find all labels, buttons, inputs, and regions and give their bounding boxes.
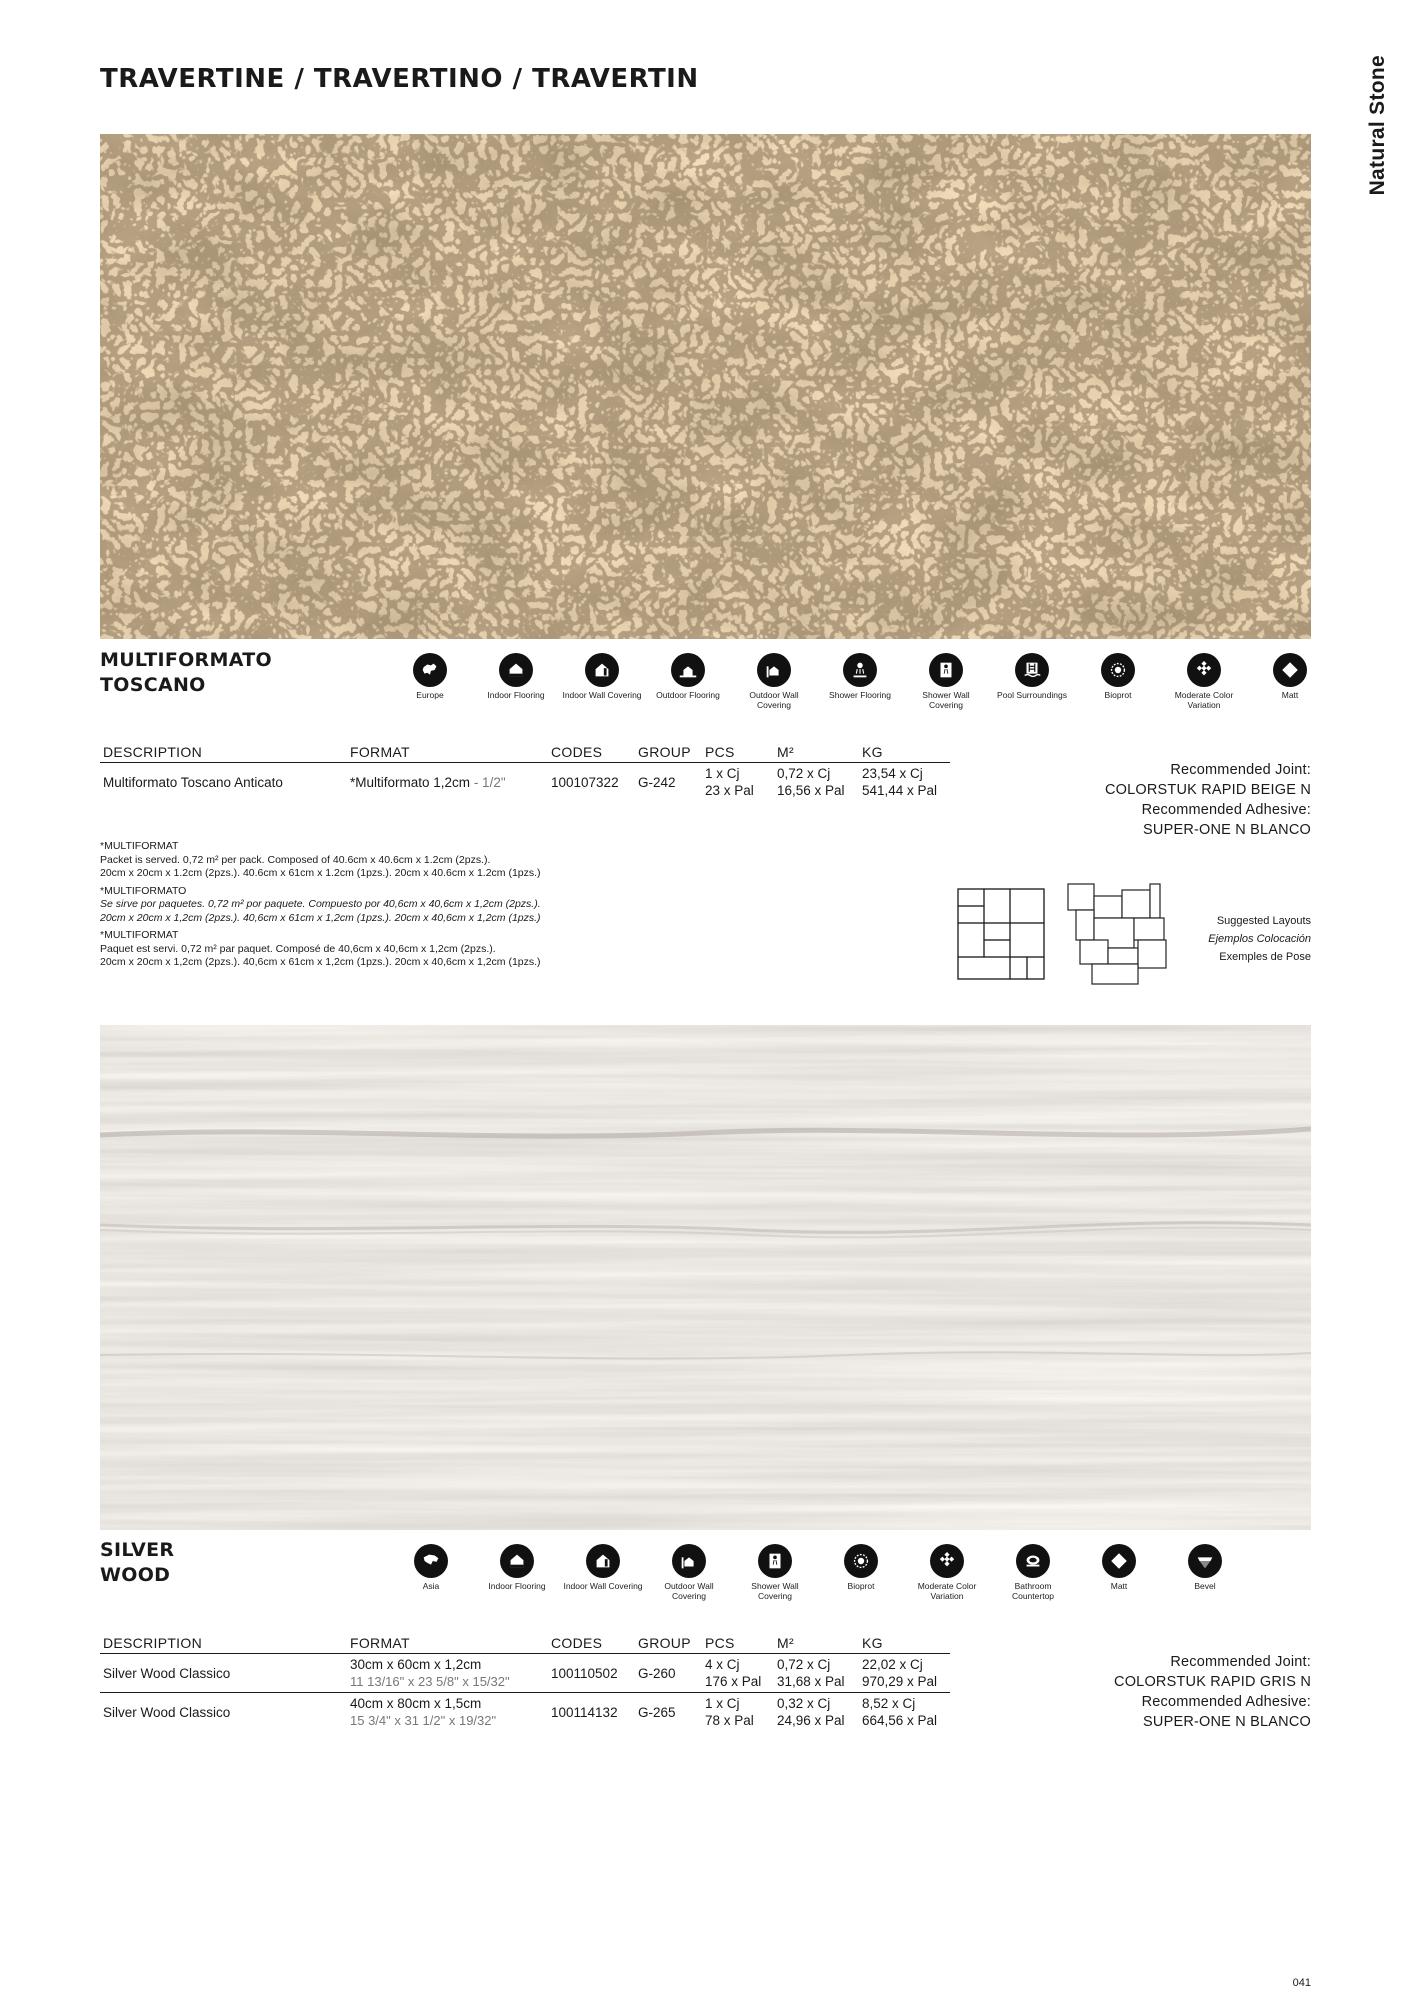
feature-shower-wall-covering (732, 1544, 818, 1601)
feature-bevel (1162, 1544, 1248, 1601)
feature-outdoor-wall-covering (731, 653, 817, 710)
feature-outdoor-flooring (645, 653, 731, 710)
feature-label: Europe (416, 690, 444, 700)
feature-label: Outdoor Wall Covering (664, 1581, 714, 1601)
multiformat-notes: *MULTIFORMAT Packet is served. 0,72 m² per pack. Composed of 40.6cm x 40.6cm x 1.2cm (2pzs.). 20cm x 20cm x 1.2cm (2pzs.). 40.6cm x 61cm x 1.2cm (1pzs.). 20cm x 40.6cm x 1.2cm (1pzs.) *MULTIFORMATO Se sirve por paquetes. 0,72 m² por paquete. Compuesto por 40,6cm x 40,6cm x 1,2cm (2pzs.). 20cm x 20cm x 1,2cm (2pzs.). 40,6cm x 61cm x 1,2cm (1pzs.). 20cm x 40,6cm x 1,2cm (1pzs.) *MULTIFORMAT Paquet est servi. 0,72 m² par paquet. Composé de 40,6cm x 40,6cm x 1,2cm (2pzs.). 20cm x 20cm x 1,2cm (2pzs.). 40,6cm x 61cm x 1,2cm (1pzs.). 20cm x 40,6cm x 1,2cm (1pzs.) (100, 840, 541, 968)
travertine-toscano-image (100, 134, 1311, 639)
feature-label: Pool Surroundings (997, 690, 1067, 700)
feature-label: Bioprot (847, 1581, 875, 1591)
feature-matt (1247, 653, 1333, 710)
feature-shower-wall-covering (903, 653, 989, 710)
feature-pool-surroundings (989, 653, 1075, 710)
shower-wall-covering-icon (758, 1544, 792, 1578)
feature-label: Matt (1110, 1581, 1128, 1591)
asia-icon (414, 1544, 448, 1578)
feature-matt (1076, 1544, 1162, 1601)
feature-indoor-flooring (474, 1544, 560, 1601)
feature-shower-flooring (817, 653, 903, 710)
feature-label: Indoor Wall Covering (563, 1581, 643, 1591)
feature-label: Indoor Flooring (487, 690, 545, 700)
feature-label: Moderate Color Variation (917, 1581, 977, 1601)
feature-label: Shower Wall Covering (751, 1581, 799, 1601)
indoor-wall-covering-icon (586, 1544, 620, 1578)
europe-icon (413, 653, 447, 687)
product-name-silver-wood: SILVER WOOD (100, 1539, 175, 1586)
feature-label: Moderate Color Variation (1174, 690, 1234, 710)
feature-bioprot (818, 1544, 904, 1601)
matt-icon (1102, 1544, 1136, 1578)
suggested-layouts-label: Suggested Layouts Ejemplos Colocación Exemples de Pose (1208, 915, 1311, 963)
bioprot-icon (1101, 653, 1135, 687)
side-category-label: Natural Stone (1366, 55, 1389, 196)
table-row: Silver Wood Classico 30cm x 60cm x 1,2cm 11 13/16" x 23 5/8" x 15/32" 100110502 G-260 4 x Cj 176 x Pal 0,72 x Cj 31,68 x Pal 22,02 x Cj 970,29 x Pal (103, 1657, 938, 1689)
shower-wall-covering-icon (929, 653, 963, 687)
indoor-wall-covering-icon (585, 653, 619, 687)
outdoor-wall-covering-icon (757, 653, 791, 687)
feature-europe (387, 653, 473, 710)
outdoor-flooring-icon (671, 653, 705, 687)
feature-label: Matt (1281, 690, 1299, 700)
feature-moderate-color-variation (1161, 653, 1247, 710)
feature-moderate-color-variation (904, 1544, 990, 1601)
feature-label: Bathroom Countertop (1011, 1581, 1055, 1601)
silver-wood-image (100, 1025, 1311, 1530)
feature-label: Outdoor Flooring (656, 690, 720, 700)
product2-spec-table: DESCRIPTION FORMAT CODES GROUP PCS M² KG Silver Wood Classico 30cm x 60cm x 1,2cm 11 13/16" x 23 5/8" x 15/32" 100110502 G-260 4 x Cj 176 x Pal 0,72 x Cj 31,68 x Pal 22,02 x Cj 970,29 x Pal Silver Wood Classico 40cm x 80cm x 1,5cm 15 3/4" x 31 1/2" x 19/32" 100114132 G-265 1 x Cj 78 x Pal 0,32 x Cj 24,96 x Pal 8,52 x Cj 664,56 x Pal (100, 1635, 950, 1731)
feature-label: Indoor Wall Covering (562, 690, 642, 700)
feature-indoor-flooring (473, 653, 559, 710)
product1-recommendations: Recommended Joint: COLORSTUK RAPID BEIGE N Recommended Adhesive: SUPER-ONE N BLANCO (1104, 762, 1311, 838)
bathroom-countertop-icon (1016, 1544, 1050, 1578)
feature-label: Shower Wall Covering (922, 690, 970, 710)
feature-label: Asia (422, 1581, 440, 1591)
bioprot-icon (844, 1544, 878, 1578)
moderate-color-variation-icon (930, 1544, 964, 1578)
product1-spec-table: DESCRIPTION FORMAT CODES GROUP PCS M² KG Multiformato Toscano Anticato *Multiformato 1,2cm - 1/2" 100107322 G-242 1 x Cj 23 x Pal 0,72 x Cj 16,56 x Pal 23,54 x Cj 541,44 x Pal (100, 744, 950, 801)
outdoor-wall-covering-icon (672, 1544, 706, 1578)
layout-diagram-grid (957, 888, 1045, 980)
product1-feature-icons (387, 653, 1333, 710)
feature-outdoor-wall-covering (646, 1544, 732, 1601)
shower-flooring-icon (843, 653, 877, 687)
product2-feature-icons (388, 1544, 1248, 1601)
indoor-flooring-icon (500, 1544, 534, 1578)
feature-label: Indoor Flooring (488, 1581, 546, 1591)
product-name-multiformato-toscano: MULTIFORMATO TOSCANO (100, 649, 272, 696)
feature-label: Bioprot (1104, 690, 1132, 700)
page-title: TRAVERTINE / TRAVERTINO / TRAVERTIN (100, 64, 699, 94)
table-row: Silver Wood Classico 40cm x 80cm x 1,5cm 15 3/4" x 31 1/2" x 19/32" 100114132 G-265 1 x Cj 78 x Pal 0,32 x Cj 24,96 x Pal 8,52 x Cj 664,56 x Pal (100, 1693, 950, 1732)
moderate-color-variation-icon (1187, 653, 1221, 687)
feature-indoor-wall-covering (559, 653, 645, 710)
feature-label: Outdoor Wall Covering (749, 690, 799, 710)
feature-asia (388, 1544, 474, 1601)
bevel-icon (1188, 1544, 1222, 1578)
product2-recommendations: Recommended Joint: COLORSTUK RAPID GRIS N Recommended Adhesive: SUPER-ONE N BLANCO (1114, 1654, 1311, 1730)
page-number: 041 (1292, 1977, 1311, 1989)
feature-label: Shower Flooring (829, 690, 891, 700)
table-row: Multiformato Toscano Anticato *Multiformato 1,2cm - 1/2" 100107322 G-242 1 x Cj 23 x Pal 0,72 x Cj 16,56 x Pal 23,54 x Cj 541,44 x Pal (103, 766, 938, 798)
indoor-flooring-icon (499, 653, 533, 687)
feature-bathroom-countertop (990, 1544, 1076, 1601)
feature-bioprot (1075, 653, 1161, 710)
feature-indoor-wall-covering (560, 1544, 646, 1601)
pool-surroundings-icon (1015, 653, 1049, 687)
matt-icon (1273, 653, 1307, 687)
layout-diagram-staggered (1066, 882, 1172, 988)
feature-label: Bevel (1194, 1581, 1216, 1591)
